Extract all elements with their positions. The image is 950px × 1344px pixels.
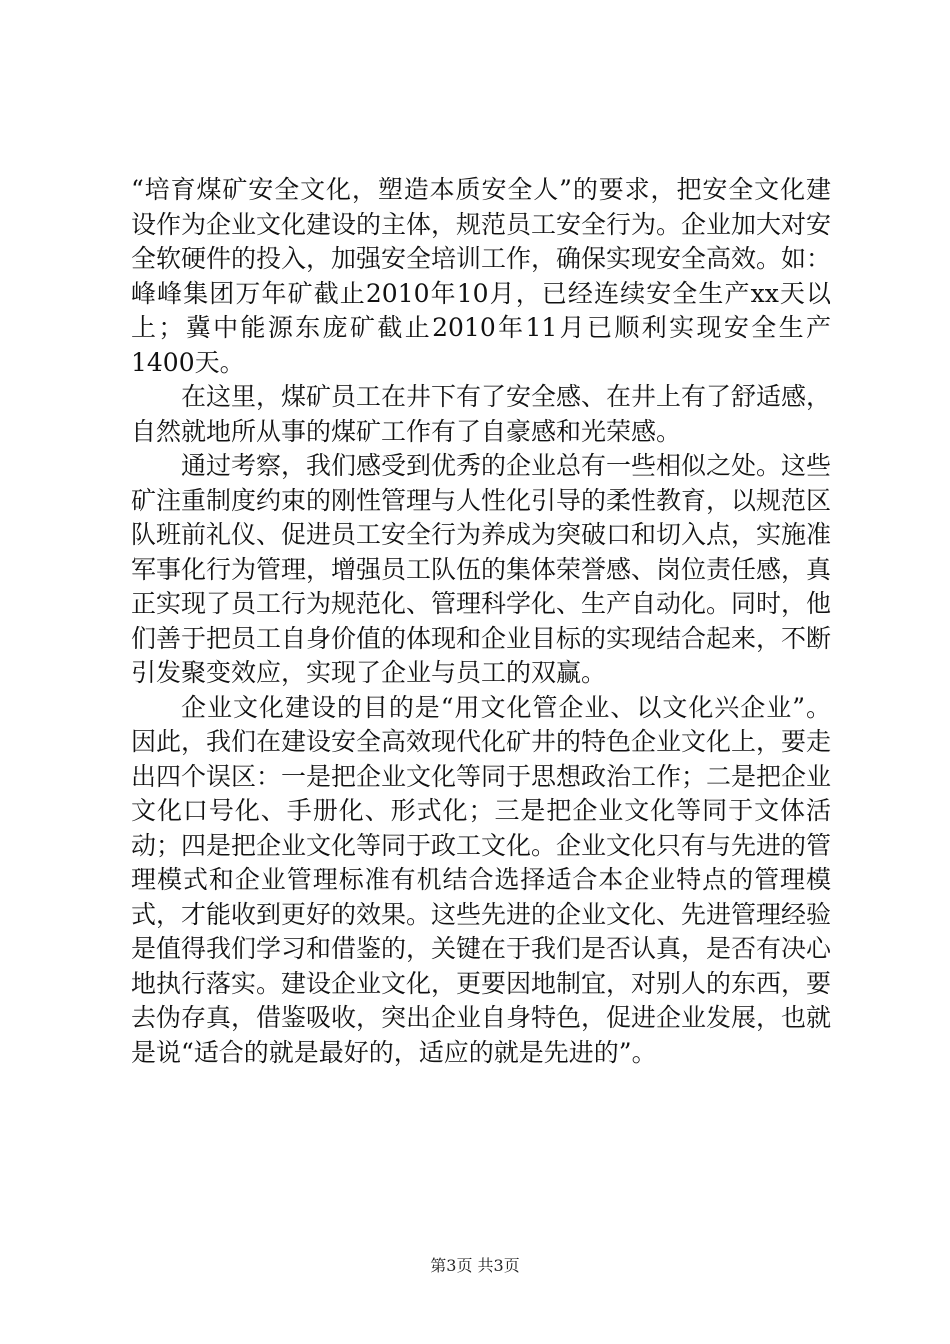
paragraph-2: 在这里，煤矿员工在井下有了安全感、在井上有了舒适感，自然就地所从事的煤矿工作有了自豪感和光荣感。 (131, 382, 832, 446)
paragraph-4: 企业文化建设的目的是“用文化管企业、以文化兴企业”。因此，我们在建设安全高效现代化矿井的特色企业文化上，要走出四个误区：一是把企业文化等同于思想政治工作；二是把企业文化口号化、手册化、形式化；三是把企业文化等同于文体活动；四是把企业文化等同于政工文化。企业文化只有与先进的管理模式和企业管理标准有机结合选择适合本企业特点的管理模式，才能收到更好的效果。这些先进的企业文化、先进管理经验是值得我们学习和借鉴的，关键在于我们是否认真，是否有决心地执行落实。建设企业文化，更要因地制宜，对别人的东西，要去伪存真，借鉴吸收，突出企业自身特色，促进企业发展，也就是说“适合的就是最好的，适应的就是先进的”。 (131, 692, 832, 1067)
document-body (131, 173, 831, 1070)
paragraph-3: 通过考察，我们感受到优秀的企业总有一些相似之处。这些矿注重制度约束的刚性管理与人性化引导的柔性教育，以规范区队班前礼仪、促进员工安全行为养成为突破口和切入点，实施准军事化行为管理，增强员工队伍的集体荣誉感、岗位责任感，真正实现了员工行为规范化、管理科学化、生产自动化。同时，他们善于把员工自身价值的体现和企业目标的实现结合起来，不断引发聚变效应，实现了企业与员工的双赢。 (131, 451, 832, 687)
page-footer: 第3页 共3页 (430, 1256, 520, 1275)
paragraph-1: “培育煤矿安全文化，塑造本质安全人”的要求，把安全文化建设作为企业文化建设的主体，规范员工安全行为。企业加大对安全软硬件的投入，加强安全培训工作，确保实现安全高效。如：峰峰集团万年矿截止2010年10月，已经连续安全生产xx天以上；冀中能源东庞矿截止2010年11月已顺利实现安全生产1400天。 (131, 175, 832, 377)
